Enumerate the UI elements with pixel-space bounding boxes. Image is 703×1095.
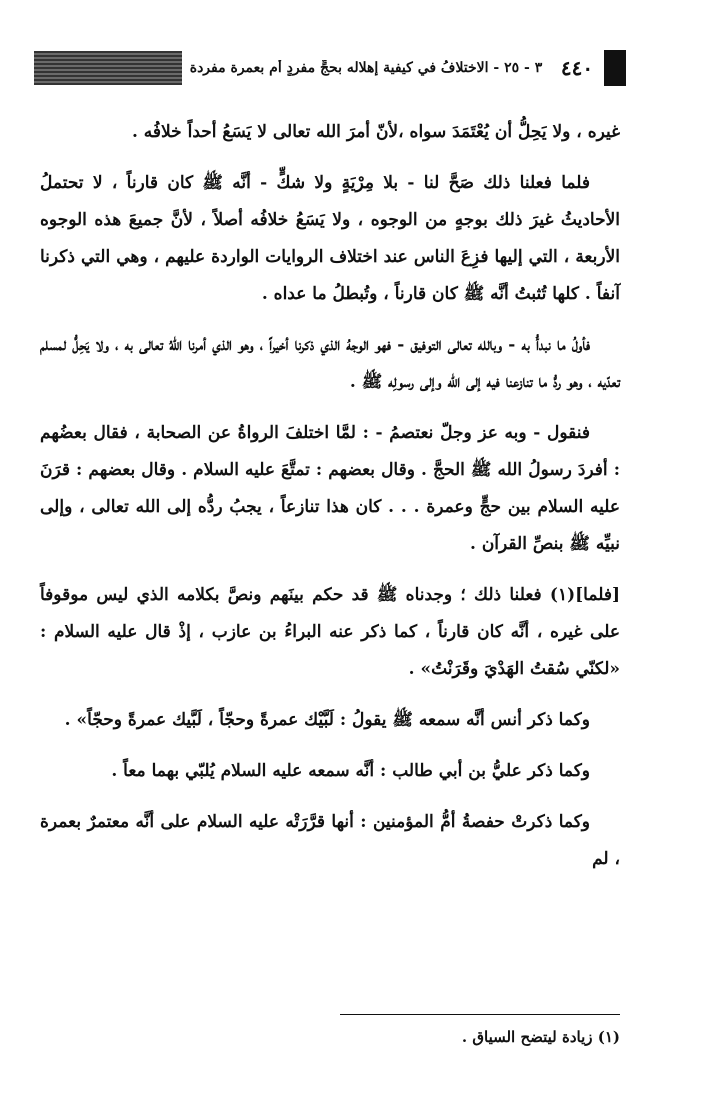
header-decor-block <box>604 50 626 86</box>
page-body <box>40 114 620 892</box>
paragraph-6: وكما ذكر أنس أنَّه سمعه ﷺ يقولُ : لَبَّيْك عمرةً وحجّاً ، لَبَّيك عمرةً وحجّاً» . <box>64 710 590 730</box>
header-decor-bar <box>34 51 182 85</box>
page-number: ٤٤٠ <box>560 56 594 80</box>
header-title: ٣ - ٢٥ - الاختلافُ في كيفية إهلاله بحجٍّ مفردٍ أم بعمرة مفردة <box>189 60 543 76</box>
paragraph-2: فلما فعلنا ذلك صَحَّ لنا - بلا مِرْيَةٍ ولا شكٍّ - أنَّه ﷺ كان قارناً ، لا تحتملُ الأحاديثُ غيرَ ذلك بوجهٍ من الوجوه ، ولا يَسَعُ خلافُه أصلاً ، لأنَّ جميعَ هذه الوجوه الأربعة ، التي إليها فزِعَ الناس عند اختلاف الروايات الواردة عليهم ، وهي التي ذكرنا آنفاً . كلها تُثبتُ أنَّه ﷺ كان قارناً ، وتُبطلُ ما عداه . <box>40 173 620 304</box>
paragraph-1: غيره ، ولا يَحِلُّ أن يُعْتَمَدَ سواه ،لأنّ أمرَ الله تعالى لا يَسَعُ أحداً خلافُه . <box>131 122 620 142</box>
paragraph-3: فأولُ ما نبدأُ به - وبالله تعالى التوفيق - فهو الوجهُ الذي ذكرنا أخيراً ، وهو الذي أمرنا اللهُ تعالى به ، ولا يَحِلُّ لمسلم تعدّيه ، وهو ردُّ ما تنازعنا فيه إلى الله وإلى رسولِه ﷺ . <box>40 335 620 392</box>
paragraph-5: [فلما](١) فعلنا ذلك ؛ وجدناه ﷺ قد حكم بينَهم ونصَّ بكلامه الذي ليس موقوفاً على غيره ، أنَّه كان قارناً ، كما ذكر عنه البراءُ بن عازب ، إذْ قال عليه السلام : «لكنّي سُقتُ الهَدْيَ وقَرَنْتُ» . <box>40 585 620 679</box>
paragraph-7: وكما ذكر عليُّ بن أبي طالب : أنَّه سمعه عليه السلام يُلبّي بهما معاً . <box>111 761 590 781</box>
footnote-divider <box>340 1014 620 1015</box>
paragraph-8: وكما ذكرتْ حفصةُ أمُّ المؤمنين : أنها قرَّرَتْه عليه السلام على أنَّه معتمرٌ بعمرة ، لم <box>40 812 620 869</box>
footnote: (١) زيادة ليتضح السياق . <box>461 1028 620 1046</box>
running-header <box>34 50 626 86</box>
paragraph-4: فنقول - وبه عز وجلّ نعتصمُ - : لمَّا اختلفَ الرواةُ عن الصحابة ، فقال بعضُهم : أفردَ رسولُ الله ﷺ الحجَّ . وقال بعضهم : تمتَّعَ عليه السلام . وقال بعضهم : قرَنَ عليه السلام بين حجٍّ وعمرة . . . كان هذا تنازعاً ، يجبُ ردُّه إلى الله تعالى ، وإلى نبيِّه ﷺ بنصِّ القرآن . <box>40 423 620 554</box>
